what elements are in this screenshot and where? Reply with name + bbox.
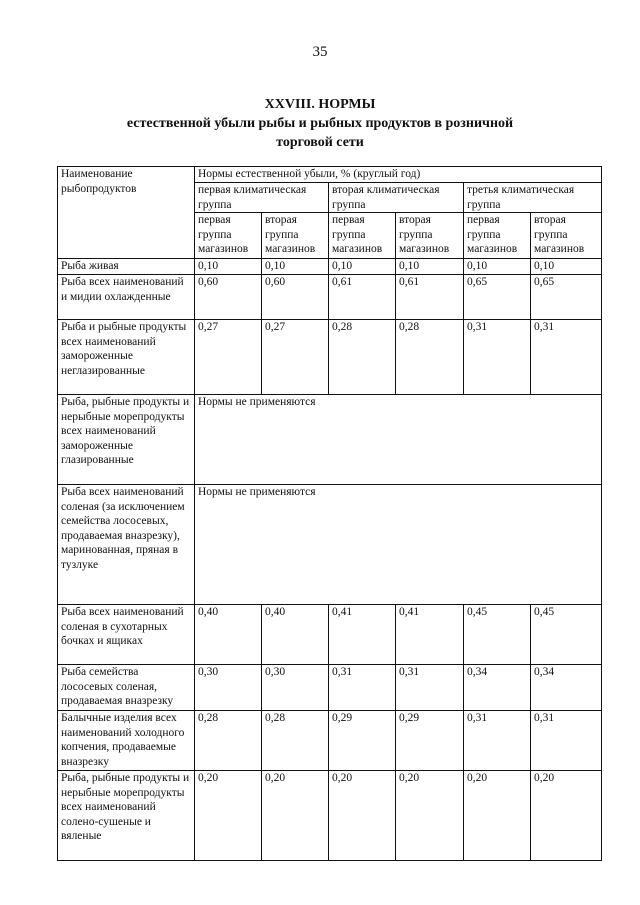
table-row xyxy=(58,395,602,485)
table-row xyxy=(58,771,602,861)
header-norms: Нормы естественной убыли, % (круглый год) xyxy=(195,167,602,183)
row-value: 0,29 xyxy=(329,711,396,771)
row-value: 0,10 xyxy=(396,259,464,275)
row-value: 0,31 xyxy=(531,711,602,771)
row-value: 0,20 xyxy=(195,771,262,861)
row-value: 0,27 xyxy=(262,320,329,395)
title-line-3: торговой сети xyxy=(276,135,364,150)
header-store-group: первая группа магазинов xyxy=(329,213,396,259)
header-row-1 xyxy=(58,167,602,183)
header-store-group: первая группа магазинов xyxy=(464,213,531,259)
row-value: 0,61 xyxy=(329,275,396,320)
row-value: 0,29 xyxy=(396,711,464,771)
row-value: 0,31 xyxy=(531,320,602,395)
row-value: 0,10 xyxy=(464,259,531,275)
row-value: 0,10 xyxy=(329,259,396,275)
table-row xyxy=(58,485,602,605)
row-value: 0,60 xyxy=(195,275,262,320)
header-climate-group-2: вторая климатическая группа xyxy=(329,183,464,213)
row-value: 0,28 xyxy=(329,320,396,395)
row-value: 0,28 xyxy=(195,711,262,771)
row-value: 0,20 xyxy=(531,771,602,861)
row-value: 0,30 xyxy=(262,665,329,711)
row-value: 0,65 xyxy=(464,275,531,320)
row-value: 0,20 xyxy=(464,771,531,861)
row-value: 0,40 xyxy=(262,605,329,665)
row-product-name: Рыба, рыбные продукты и нерыбные морепродукты всех наименований замороженные глазированные xyxy=(58,395,195,485)
header-climate-group-3: третья климатическая группа xyxy=(464,183,602,213)
row-value: 0,31 xyxy=(464,711,531,771)
row-value: 0,28 xyxy=(396,320,464,395)
norms-table xyxy=(57,166,602,861)
table-row xyxy=(58,275,602,320)
header-product-name: Наименование рыбопродуктов xyxy=(58,167,195,259)
row-note: Нормы не применяются xyxy=(195,485,602,605)
title-line-1: XXVIII. НОРМЫ xyxy=(264,97,376,112)
row-value: 0,60 xyxy=(262,275,329,320)
row-product-name: Рыба всех наименований и мидии охлажденные xyxy=(58,275,195,320)
table-row xyxy=(58,259,602,275)
row-product-name: Рыба семейства лососевых соленая, продаваемая вназрезку xyxy=(58,665,195,711)
row-value: 0,10 xyxy=(262,259,329,275)
row-value: 0,40 xyxy=(195,605,262,665)
header-store-group: вторая группа магазинов xyxy=(531,213,602,259)
row-note: Нормы не применяются xyxy=(195,395,602,485)
row-product-name: Рыба всех наименований соленая в сухотарных бочках и ящиках xyxy=(58,605,195,665)
table-row xyxy=(58,605,602,665)
row-value: 0,20 xyxy=(396,771,464,861)
row-value: 0,28 xyxy=(262,711,329,771)
row-value: 0,10 xyxy=(531,259,602,275)
table-row xyxy=(58,665,602,711)
row-value: 0,20 xyxy=(262,771,329,861)
row-value: 0,65 xyxy=(531,275,602,320)
table-row xyxy=(58,711,602,771)
header-store-group: первая группа магазинов xyxy=(195,213,262,259)
row-value: 0,61 xyxy=(396,275,464,320)
row-value: 0,41 xyxy=(396,605,464,665)
row-value: 0,20 xyxy=(329,771,396,861)
row-value: 0,31 xyxy=(329,665,396,711)
row-value: 0,31 xyxy=(464,320,531,395)
row-product-name: Рыба, рыбные продукты и нерыбные морепродукты всех наименований солено-сушеные и вяленые xyxy=(58,771,195,861)
document-title xyxy=(0,95,640,152)
row-value: 0,34 xyxy=(531,665,602,711)
row-product-name: Рыба всех наименований соленая (за исключением семейства лососевых, продаваемая вназрезку), маринованная, пряная в тузлуке xyxy=(58,485,195,605)
header-store-group: вторая группа магазинов xyxy=(396,213,464,259)
header-climate-group-1: первая климатическая группа xyxy=(195,183,329,213)
header-store-group: вторая группа магазинов xyxy=(262,213,329,259)
row-value: 0,31 xyxy=(396,665,464,711)
row-value: 0,45 xyxy=(464,605,531,665)
row-product-name: Рыба живая xyxy=(58,259,195,275)
row-value: 0,34 xyxy=(464,665,531,711)
title-line-2: естественной убыли рыбы и рыбных продуктов в розничной xyxy=(126,116,514,131)
page-number: 35 xyxy=(312,44,328,60)
row-value: 0,41 xyxy=(329,605,396,665)
row-value: 0,30 xyxy=(195,665,262,711)
row-value: 0,27 xyxy=(195,320,262,395)
table-row xyxy=(58,320,602,395)
row-value: 0,45 xyxy=(531,605,602,665)
row-product-name: Рыба и рыбные продукты всех наименований замороженные неглазированные xyxy=(58,320,195,395)
row-product-name: Балычные изделия всех наименований холодного копчения, продаваемые вназрезку xyxy=(58,711,195,771)
row-value: 0,10 xyxy=(195,259,262,275)
